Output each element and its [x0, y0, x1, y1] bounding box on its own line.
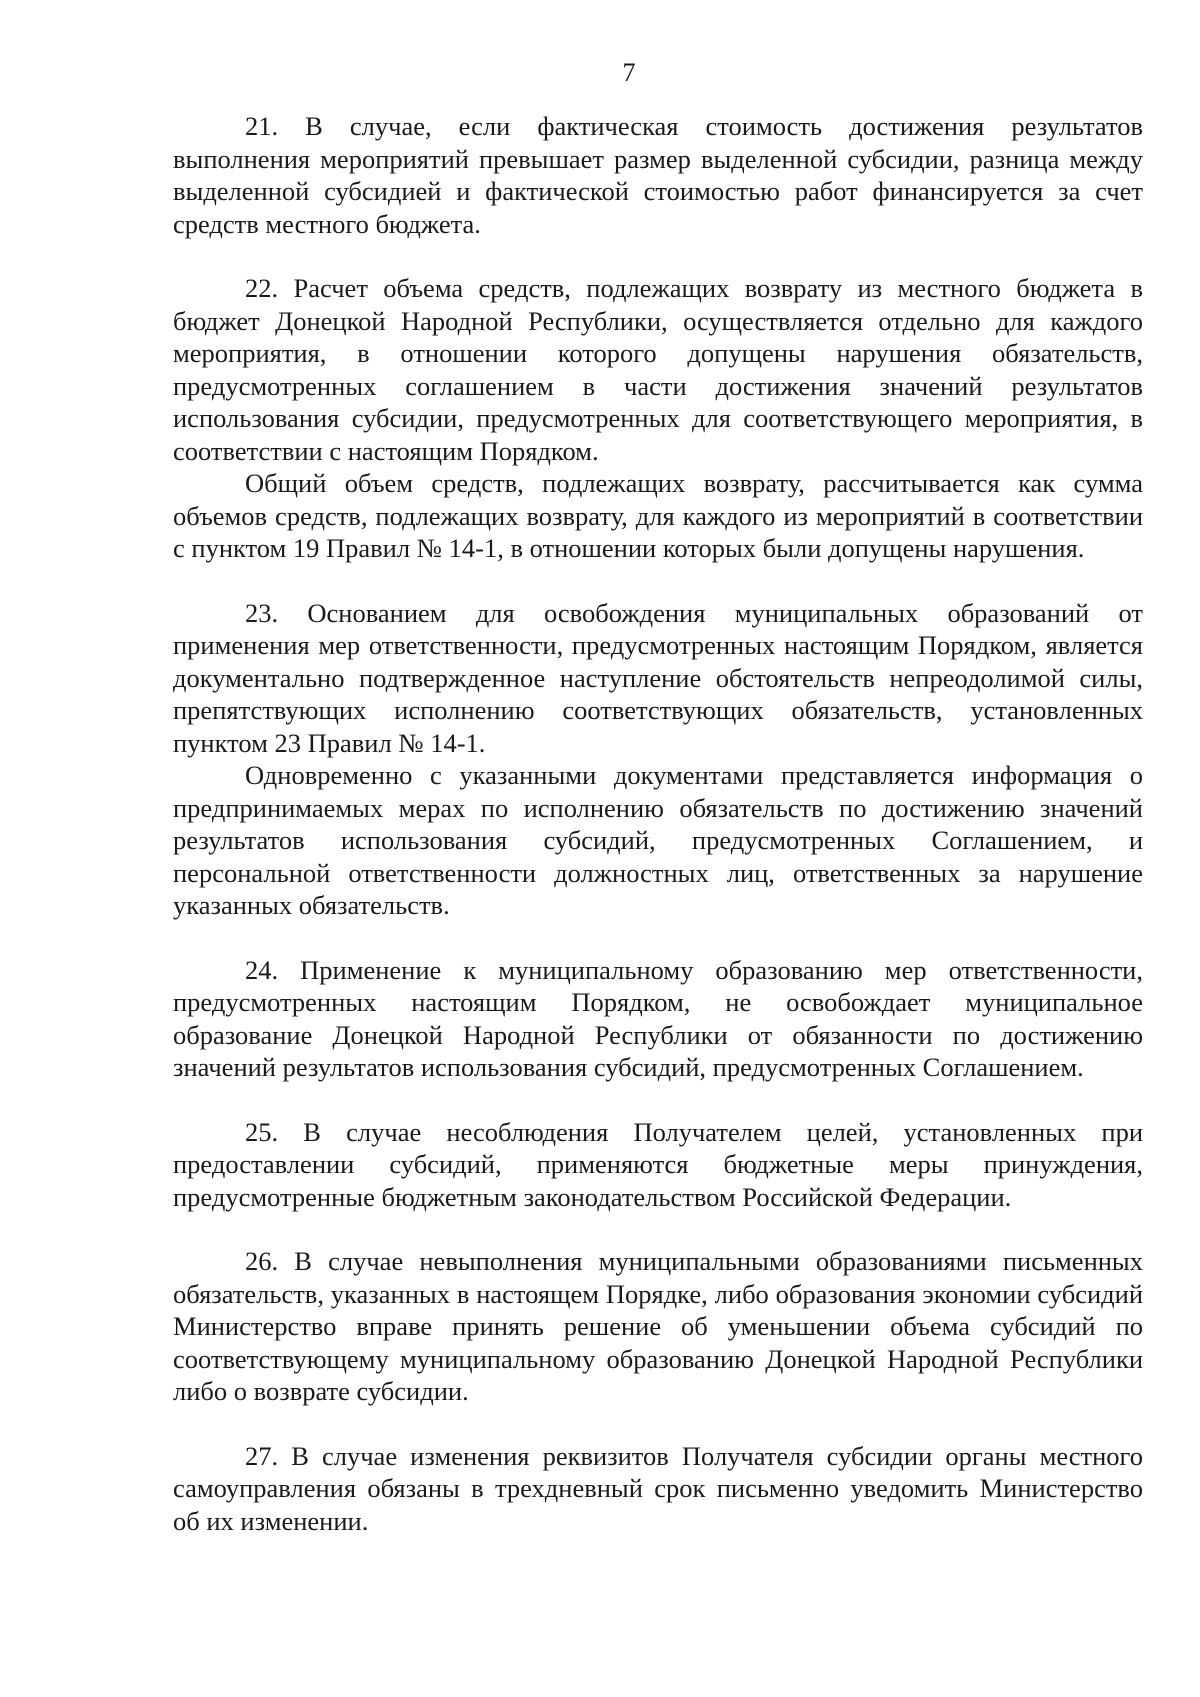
paragraph-23-continued: Одновременно с указанными документами представляется информация о предпринимаемых мерах по исполнению обязательств по достижению значений результатов использования субсидий, предусмотренных Соглашением, и персональной ответственности должностных лиц, ответственных за нарушение указанных обязательств. [173, 760, 1143, 920]
paragraph-gap [173, 1213, 1143, 1245]
paragraph-23: 23. Основанием для освобождения муниципальных образований от применения мер ответственности, предусмотренных настоящим Порядком, является документально подтвержденное наступление обстоятельств непреодолимой силы, препятствующих исполнению соответствующих обязательств, установленных пунктом 23 Правил № 14-1. [173, 597, 1143, 758]
paragraph-gap [173, 1084, 1143, 1116]
document-body [173, 110, 1143, 1537]
paragraph-gap [173, 922, 1143, 954]
paragraph-gap [173, 1408, 1143, 1440]
paragraph-25: 25. В случае несоблюдения Получателем целей, установленных при предоставлении субсидий, применяются бюджетные меры принуждения, предусмотренные бюджетным законодательством Российской Федерации. [173, 1116, 1143, 1212]
paragraph-21: 21. В случае, если фактическая стоимость достижения результатов выполнения мероприятий превышает размер выделенной субсидии, разница между выделенной субсидией и фактической стоимостью работ финансируется за счет средств местного бюджета. [173, 111, 1143, 239]
paragraph-26: 26. В случае невыполнения муниципальными образованиями письменных обязательств, указанных в настоящем Порядке, либо образования экономии субсидий Министерство вправе принять решение об уменьшении объема субсидий по соответствующему муниципальному образованию Донецкой Народной Республики либо о возврате субсидии. [173, 1246, 1143, 1406]
page-number: 7 [622, 58, 636, 87]
paragraph-22: 22. Расчет объема средств, подлежащих возврату из местного бюджета в бюджет Донецкой Народной Республики, осуществляется отдельно для каждого мероприятия, в отношении которого допущены нарушения обязательств, предусмотренных соглашением в части достижения значений результатов использования субсидии, предусмотренных для соответствующего мероприятия, в соответствии с настоящим Порядком. [173, 273, 1143, 466]
paragraph-gap [173, 565, 1143, 597]
paragraph-27: 27. В случае изменения реквизитов Получателя субсидии органы местного самоуправления обязаны в трехдневный срок письменно уведомить Министерство об их изменении. [173, 1440, 1143, 1536]
paragraph-gap [173, 240, 1143, 272]
paragraph-22-continued: Общий объем средств, подлежащих возврату, рассчитывается как сумма объемов средств, подлежащих возврату, для каждого из мероприятий в соответствии с пунктом 19 Правил № 14-1, в отношении которых были допущены нарушения. [173, 468, 1143, 563]
paragraph-24: 24. Применение к муниципальному образованию мер ответственности, предусмотренных настоящим Порядком, не освобождает муниципальное образование Донецкой Народной Республики от обязанности по достижению значений результатов использования субсидий, предусмотренных Соглашением. [173, 954, 1143, 1082]
